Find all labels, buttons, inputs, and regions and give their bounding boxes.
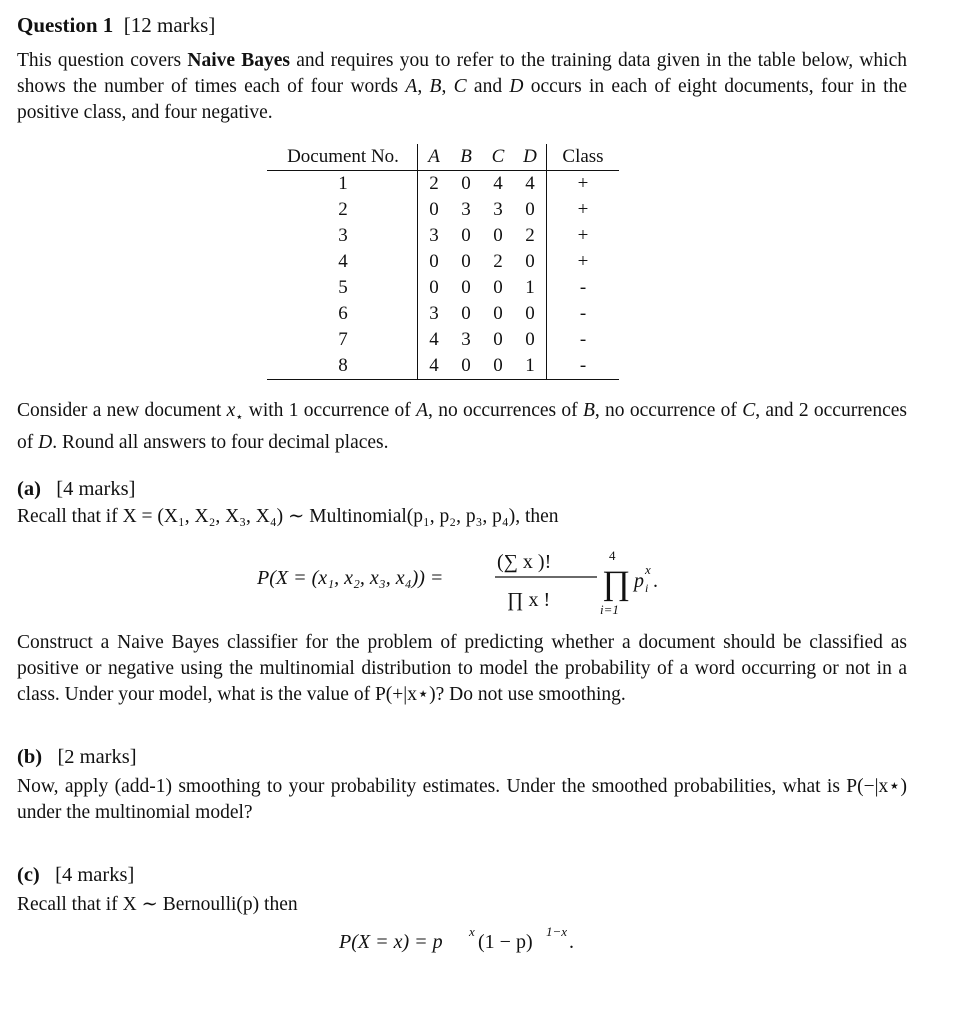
consider-text-3: , no occurrences of [428,400,583,421]
part-a-label: (a) [17,477,41,500]
table-container [17,144,907,380]
cell-a: 0 [429,199,439,220]
part-b-header [17,744,907,770]
cell-c: 2 [493,251,503,272]
cell-class: - [579,277,587,298]
cell-c: 0 [482,353,514,380]
question-header [17,8,907,42]
intro-text-1: This question covers [17,50,188,71]
cell-c: 3 [493,199,503,220]
table-row [267,197,619,223]
word-a: A [416,400,429,421]
cell-a: 4 [418,353,451,380]
header-a: A [418,144,451,171]
bernoulli-period: . [569,930,574,953]
cell-d: 1 [514,275,547,301]
word-c: C [453,76,467,97]
consider-text-6: . Round all answers to four decimal places. [52,431,389,453]
question-marks: [12 marks] [123,13,216,37]
cell-b: 3 [461,199,471,220]
header-c: C [482,144,514,171]
part-a-marks: [4 marks] [56,477,136,500]
cell-a: 3 [429,225,439,246]
exam-page [17,8,907,958]
multinomial-formula [17,530,907,622]
formula-p-sub: i [645,580,649,595]
formula-numerator: (∑ x )! [497,550,552,573]
cell-b: 0 [461,225,471,246]
header-document-no: Document No. [267,144,418,171]
table-row [267,171,619,198]
table-row [267,223,619,249]
cell-b: 0 [461,173,471,194]
cell-b: 0 [461,277,471,298]
cell-doc: 5 [267,275,418,301]
cell-c: 0 [493,329,503,350]
cell-class: + [577,225,589,246]
formula-p: p [634,569,644,592]
intro-keyword: Naive Bayes [187,50,291,71]
cell-b: 0 [461,251,471,272]
cell-d: 2 [514,223,547,249]
cell-class: + [577,251,589,272]
consider-text-1: Consider a new document [17,400,227,421]
product-lower: i=1 [600,601,619,617]
cell-doc: 6 [267,301,418,327]
bernoulli-formula-svg [17,918,907,958]
cell-d: 4 [514,171,547,198]
part-b-marks: [2 marks] [57,745,137,768]
cell-doc: 4 [267,249,418,275]
cell-doc: 2 [267,197,418,223]
cell-b: 0 [461,303,471,324]
question-title: Question 1 [17,13,114,37]
table-row [267,327,619,353]
cell-a: 2 [429,173,439,194]
intro-text-2: and requires you to refer to the training data given in the table below, which shows the number of times each of four words [17,50,908,97]
intro-text-4: occurs in each of eight documents, four in the positive class, and four negative. [17,76,907,123]
consider-text-5: , and 2 occurrences of [17,400,907,453]
product-symbol: ∏ [602,564,630,602]
table-row [267,249,619,275]
cell-b: 3 [461,329,471,350]
cell-doc: 7 [267,327,418,353]
formula-period: . [653,569,658,592]
word-b: B [429,76,442,97]
intro-text-3: and [466,76,510,97]
cell-d: 0 [514,301,547,327]
part-b-label: (b) [17,745,43,768]
formula-denominator: ∏ x ! [507,588,551,611]
question-intro: This question covers Naive Bayes and requires you to refer to the training data given in the table below, which shows the number of times each of four words A, B, C and D occurs in each of eight documents, four in the positive class, and four negative. [17,50,908,123]
cell-c: 4 [493,173,503,194]
cell-class: + [577,199,589,220]
part-c-marks: [4 marks] [55,863,135,886]
multinomial-formula-svg [17,530,907,622]
cell-a: 3 [429,303,439,324]
bernoulli-sup-2: 1−x [546,923,568,939]
star-subscript: ⋆ [235,408,244,424]
x-star-symbol: x [226,400,236,421]
cell-doc: 1 [267,171,418,198]
part-c-header [17,862,907,888]
cell-doc: 3 [267,223,418,249]
word-c: C [742,400,756,421]
training-data-table [267,144,619,380]
cell-c: 0 [493,225,503,246]
product-upper: 4 [609,547,616,563]
part-c-label: (c) [17,863,40,886]
table-row [267,353,619,380]
word-a: A [405,76,418,97]
cell-d: 0 [514,327,547,353]
bernoulli-formula [17,918,907,958]
cell-class: + [577,173,589,194]
header-class: Class [547,144,620,171]
cell-c: 0 [493,303,503,324]
cell-c: 0 [493,277,503,298]
cell-b: 0 [450,353,482,380]
bernoulli-mid: (1 − p) [478,930,533,953]
part-b-body: Now, apply (add-1) smoothing to your probability estimates. Under the smoothed probabilities, what is P(−|x⋆) under the multinomial model? [17,775,907,823]
bernoulli-sup-1: x [469,923,475,939]
consider-text-4: , no occurrence of [594,400,743,421]
table-row [267,275,619,301]
part-a-body: Construct a Naive Bayes classifier for the problem of predicting whether a document should be classified as positive or negative using the multinomial distribution to model the probability of a word occurring or not in a class. Under your model, what is the value of P(+|x⋆)? Do not use smoothing. [17,631,907,705]
word-d: D [509,76,524,97]
bernoulli-lhs: P(X = x) = p [339,930,443,953]
cell-class: - [579,329,587,350]
part-a-recall: Recall that if X = (X₁, X₂, X₃, X₄) ∼ Multinomial(p₁, p₂, p₃, p₄), then [17,505,559,527]
part-c-recall: Recall that if X ∼ Bernoulli(p) then [17,893,298,915]
part-a-header [17,476,907,502]
table-header-row [267,144,619,171]
word-d: D [38,431,53,453]
formula-lhs: P(X = (x₁, x₂, x₃, x₄)) = [257,566,444,589]
cell-a: 4 [429,329,439,350]
cell-class: - [547,353,620,380]
cell-d: 1 [514,353,547,380]
cell-a: 0 [429,251,439,272]
header-d: D [514,144,547,171]
header-b: B [450,144,482,171]
table-row [267,301,619,327]
word-b: B [582,400,595,421]
cell-a: 0 [429,277,439,298]
cell-class: - [579,303,587,324]
formula-p-sup: x [645,561,651,577]
cell-d: 0 [514,249,547,275]
consider-paragraph [17,398,907,456]
consider-text-2: with 1 occurrence of [243,400,417,421]
cell-d: 0 [514,197,547,223]
cell-doc: 8 [267,353,418,380]
